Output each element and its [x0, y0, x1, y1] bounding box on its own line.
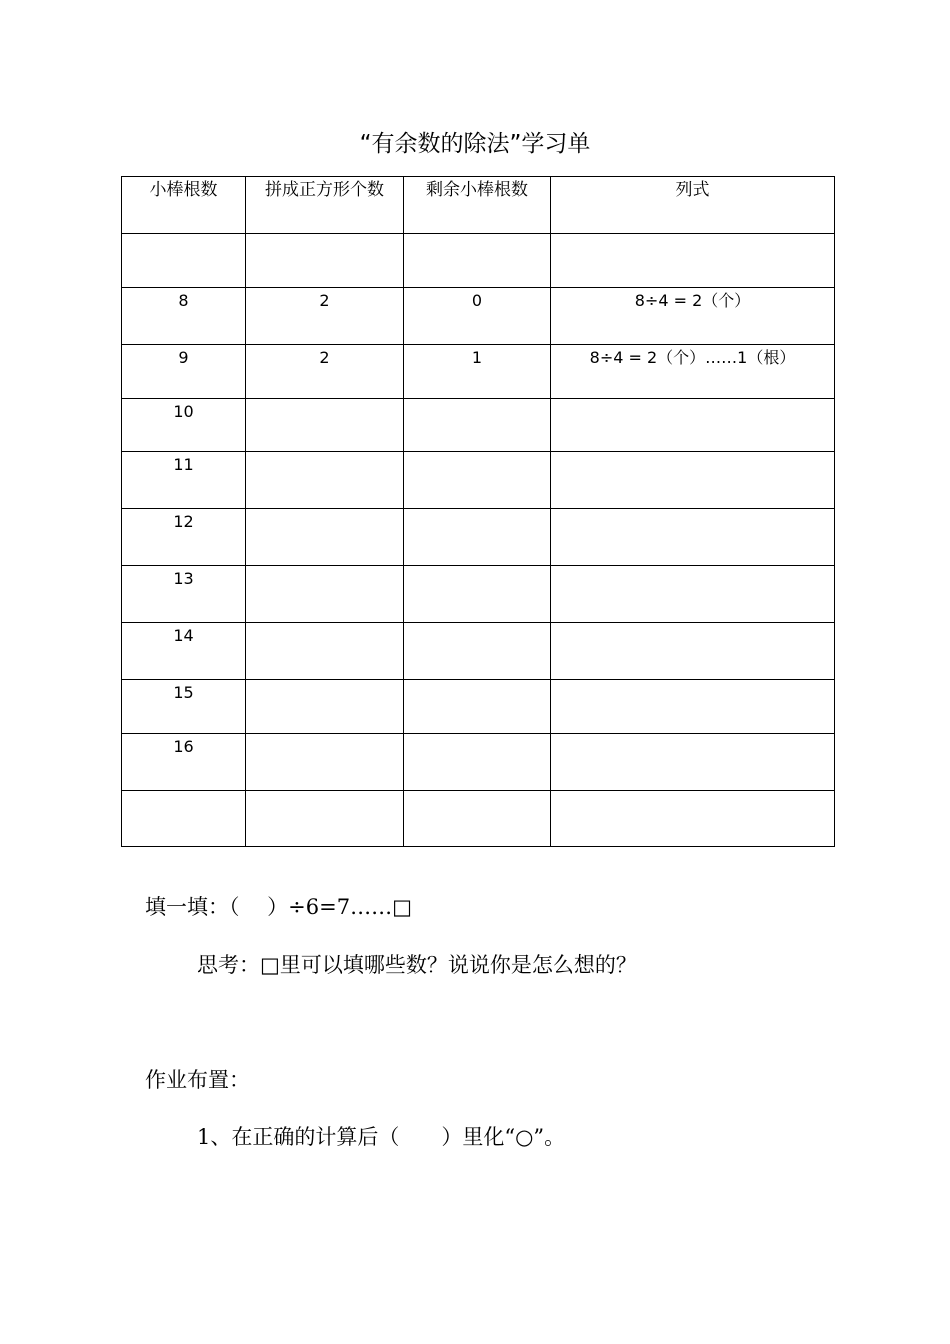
cell-squares: [246, 509, 404, 566]
header-stick-count: 小棒根数: [122, 177, 246, 234]
cell-sticks: 9: [122, 345, 246, 399]
table-row: [122, 399, 835, 452]
cell-formula: 8÷4 = 2（个）: [551, 288, 835, 345]
cell-remain: 0: [404, 288, 551, 345]
header-remaining-sticks: 剩余小棒根数: [404, 177, 551, 234]
table-row: [122, 680, 835, 734]
cell-sticks: 10: [122, 399, 246, 452]
cell-formula: [551, 452, 835, 509]
cell-formula: [551, 399, 835, 452]
page-title: “有余数的除法”学习单: [359, 131, 591, 157]
cell-sticks: 14: [122, 623, 246, 680]
cell-squares: [246, 791, 404, 847]
cell-squares: [246, 234, 404, 288]
cell-squares: [246, 399, 404, 452]
table-row: [122, 791, 835, 847]
table-row: [122, 734, 835, 791]
think-question: 思考：□里可以填哪些数？说说你是怎么想的？: [197, 953, 637, 977]
cell-formula: 8÷4 = 2（个）……1（根）: [551, 345, 835, 399]
cell-squares: [246, 452, 404, 509]
cell-formula: [551, 623, 835, 680]
cell-remain: [404, 234, 551, 288]
cell-sticks: 15: [122, 680, 246, 734]
cell-remain: [404, 734, 551, 791]
cell-remain: [404, 452, 551, 509]
cell-squares: [246, 680, 404, 734]
homework-item-1: 1、在正确的计算后（ ）里化“○”。: [197, 1125, 566, 1149]
table-row: [122, 345, 835, 399]
cell-squares: 2: [246, 345, 404, 399]
cell-formula: [551, 734, 835, 791]
table-row: [122, 452, 835, 509]
cell-squares: [246, 566, 404, 623]
cell-sticks: 16: [122, 734, 246, 791]
header-square-count: 拼成正方形个数: [246, 177, 404, 234]
cell-formula: [551, 234, 835, 288]
cell-remain: 1: [404, 345, 551, 399]
cell-remain: [404, 623, 551, 680]
table-header-row: [122, 177, 835, 234]
cell-sticks: 12: [122, 509, 246, 566]
cell-remain: [404, 791, 551, 847]
homework-heading: 作业布置：: [145, 1068, 250, 1092]
cell-sticks: [122, 234, 246, 288]
cell-remain: [404, 399, 551, 452]
cell-formula: [551, 791, 835, 847]
fill-blank-question: 填一填：（ ）÷6=7……□: [145, 895, 412, 919]
table-row: [122, 509, 835, 566]
cell-squares: 2: [246, 288, 404, 345]
cell-formula: [551, 566, 835, 623]
cell-remain: [404, 509, 551, 566]
table-row: [122, 623, 835, 680]
cell-squares: [246, 623, 404, 680]
worksheet-table: [121, 176, 835, 847]
table-row: [122, 566, 835, 623]
cell-remain: [404, 680, 551, 734]
cell-sticks: 13: [122, 566, 246, 623]
table-row: [122, 234, 835, 288]
cell-formula: [551, 680, 835, 734]
cell-remain: [404, 566, 551, 623]
header-formula: 列式: [551, 177, 835, 234]
cell-sticks: 8: [122, 288, 246, 345]
cell-squares: [246, 734, 404, 791]
cell-formula: [551, 509, 835, 566]
cell-sticks: [122, 791, 246, 847]
cell-sticks: 11: [122, 452, 246, 509]
table-row: [122, 288, 835, 345]
